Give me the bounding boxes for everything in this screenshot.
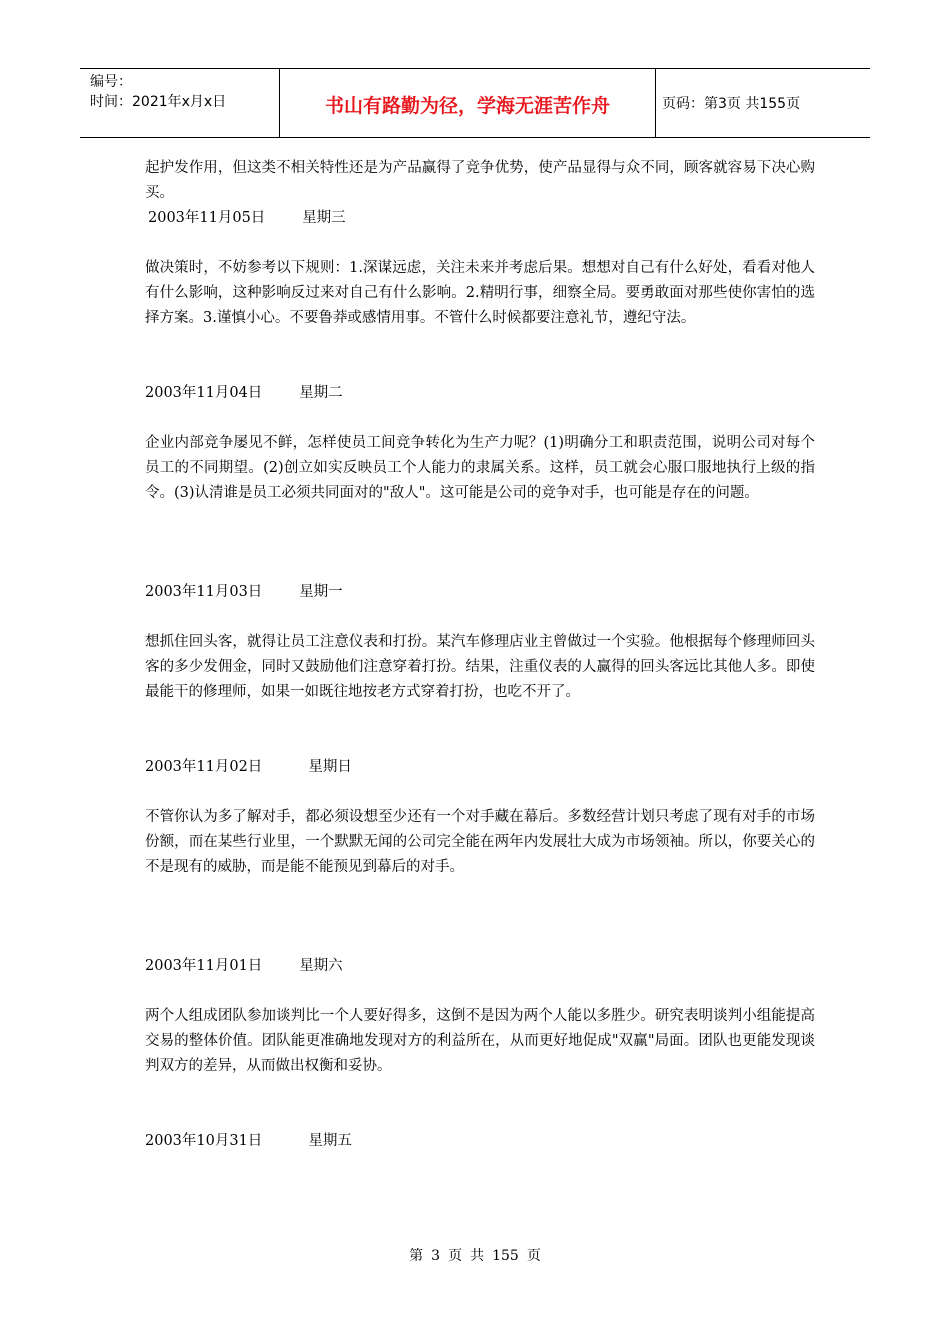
- entry-text: 企业内部竞争屡见不鲜，怎样使员工间竞争转化为生产力呢？(1)明确分工和职责范围，说明公司对每个员工的不同期望。(2)创立如实反映员工个人能力的隶属关系。这样，员工就会心服口服地执行上级的指令。(3)认清谁是员工必须共同面对的"敌人"。这可能是公司的竞争对手，也可能是存在的问题。: [145, 435, 815, 501]
- entry-text: 不管你认为多了解对手，都必须设想至少还有一个对手藏在幕后。多数经营计划只考虑了现有对手的市场份额，而在某些行业里，一个默默无闻的公司完全能在两年内发展壮大成为市场领袖。所以，你要关心的不是现有的威胁，而是能不能预见到幕后的对手。: [145, 809, 815, 875]
- header-meta: [80, 69, 280, 137]
- entry-date: 2003年11月01日: [145, 958, 263, 974]
- entry-weekday: 星期六: [299, 958, 343, 974]
- page-header: [80, 68, 870, 138]
- entry-date: 2003年10月31日: [145, 1133, 263, 1149]
- page-code: 页码：第3页 共155页: [662, 96, 801, 112]
- footer-total-suffix: 页: [526, 1248, 541, 1264]
- document-body: [145, 156, 815, 1154]
- entry-text: 想抓住回头客，就得让员工注意仪表和打扮。某汽车修理店业主曾做过一个实验。他根据每个修理师回头客的多少发佣金，同时又鼓励他们注意穿着打扮。结果，注重仪表的人赢得的回头客远比其他人多。即使最能干的修理师，如果一如既往地按老方式穿着打扮，也吃不开了。: [145, 634, 815, 700]
- entry-date-line: [145, 954, 815, 979]
- intro-paragraph: 起护发作用，但这类不相关特性还是为产品赢得了竞争优势，使产品显得与众不同，顾客就容易下决心购买。: [145, 160, 815, 201]
- entry-date-line: [145, 381, 815, 406]
- footer-total-pages: 155: [492, 1248, 519, 1264]
- entry-date-line: [145, 755, 815, 780]
- footer-prefix: 第: [409, 1248, 424, 1264]
- entry-weekday: 星期五: [308, 1133, 352, 1149]
- entry-date-line: [145, 1129, 815, 1154]
- entry-weekday: 星期日: [308, 759, 352, 775]
- entry-date: 2003年11月04日: [145, 385, 263, 401]
- number-label: 编号：: [90, 74, 132, 90]
- entry-weekday: 星期二: [299, 385, 343, 401]
- entry-date: 2003年11月03日: [145, 584, 263, 600]
- footer-total-prefix: 共: [470, 1248, 485, 1264]
- entry-date: 2003年11月05日: [148, 210, 266, 226]
- entry-text: 两个人组成团队参加谈判比一个人要好得多，这倒不是因为两个人能以多胜少。研究表明谈判小组能提高交易的整体价值。团队能更准确地发现对方的利益所在，从而更好地促成"双赢"局面。团队也更能发现谈判双方的差异，从而做出权衡和妥协。: [145, 1008, 815, 1074]
- time-label: 时间：2021年x月x日: [90, 94, 227, 110]
- page-footer: [0, 1245, 950, 1265]
- footer-page-number: 3: [431, 1248, 441, 1264]
- entry-text: 做决策时，不妨参考以下规则：1.深谋远虑，关注未来并考虑后果。想想对自己有什么好处，看看对他人有什么影响，这种影响反过来对自己有什么影响。2.精明行事，细察全局。要勇敢面对那些使你害怕的选择方案。3.谨慎小心。不要鲁莽或感情用事。不管什么时候都要注意礼节，遵纪守法。: [145, 260, 815, 326]
- entry-weekday: 星期三: [302, 210, 346, 226]
- entry-date: 2003年11月02日: [145, 759, 263, 775]
- entry-date-line: [145, 580, 815, 605]
- entry-weekday: 星期一: [299, 584, 343, 600]
- footer-page-suffix: 页: [448, 1248, 463, 1264]
- entry-date-line: [148, 206, 815, 231]
- motto: 书山有路勤为径，学海无涯苦作舟: [280, 69, 656, 137]
